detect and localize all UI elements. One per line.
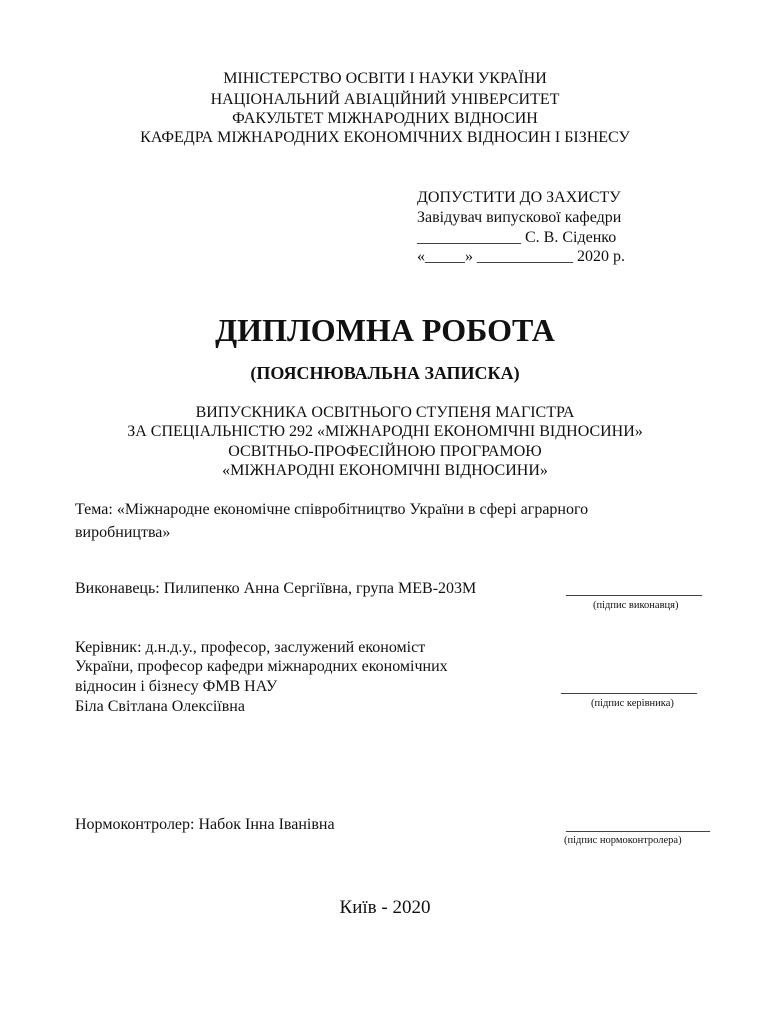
executor-signature-line: _________________ bbox=[566, 581, 702, 598]
normcontroller-signature-line: __________________ bbox=[566, 817, 710, 834]
approval-position: Завідувач випускової кафедри bbox=[417, 209, 622, 226]
supervisor-name: Біла Світлана Олексіївна bbox=[75, 698, 245, 715]
document-title: ДИПЛОМНА РОБОТА bbox=[215, 312, 555, 348]
department-line: КАФЕДРА МІЖНАРОДНИХ ЕКОНОМІЧНИХ ВІДНОСИН І БІЗНЕСУ bbox=[140, 129, 630, 146]
city-year: Київ - 2020 bbox=[339, 897, 431, 918]
faculty-line: ФАКУЛЬТЕТ МІЖНАРОДНИХ ВІДНОСИН bbox=[232, 110, 538, 127]
supervisor-signature-caption: (підпис керівника) bbox=[591, 698, 674, 709]
supervisor-line-3: відносин і бізнесу ФМВ НАУ bbox=[75, 678, 278, 695]
normcontroller-text: Нормоконтролер: Набок Інна Іванівна bbox=[75, 816, 335, 833]
approval-heading: ДОПУСТИТИ ДО ЗАХИСТУ bbox=[417, 189, 621, 206]
program-line: ОСВІТНЬО-ПРОФЕСІЙНОЮ ПРОГРАМОЮ bbox=[228, 443, 542, 460]
specialty-line: ЗА СПЕЦІАЛЬНІСТЮ 292 «МІЖНАРОДНІ ЕКОНОМІЧНІ ВІДНОСИНИ» bbox=[127, 423, 643, 440]
university-line: НАЦІОНАЛЬНИЙ АВІАЦІЙНИЙ УНІВЕРСИТЕТ bbox=[210, 91, 560, 108]
topic-line-2: виробництва» bbox=[75, 524, 171, 541]
supervisor-signature-line: _________________ bbox=[561, 679, 697, 696]
approval-signature: _____________ С. В. Сіденко bbox=[417, 229, 617, 246]
degree-line: ВИПУСКНИКА ОСВІТНЬОГО СТУПЕНЯ МАГІСТРА bbox=[195, 404, 575, 421]
program-name-line: «МІЖНАРОДНІ ЕКОНОМІЧНІ ВІДНОСИНИ» bbox=[222, 462, 548, 479]
executor-signature-caption: (підпис виконавця) bbox=[593, 600, 679, 611]
document-subtitle: (ПОЯСНЮВАЛЬНА ЗАПИСКА) bbox=[250, 363, 520, 383]
topic-line-1: Тема: «Міжнародне економічне співробітництво України в сфері аграрного bbox=[75, 501, 589, 518]
supervisor-line-1: Керівник: д.н.д.у., професор, заслужений економіст bbox=[75, 639, 426, 656]
ministry-line: МІНІСТЕРСТВО ОСВІТИ І НАУКИ УКРАЇНИ bbox=[223, 70, 547, 87]
executor-text: Виконавець: Пилипенко Анна Сергіївна, група МЕВ-203М bbox=[75, 580, 477, 597]
approval-date: «_____» ____________ 2020 р. bbox=[417, 248, 625, 265]
supervisor-line-2: України, професор кафедри міжнародних економічних bbox=[75, 658, 448, 675]
normcontroller-signature-caption: (підпис нормоконтролера) bbox=[564, 835, 682, 846]
